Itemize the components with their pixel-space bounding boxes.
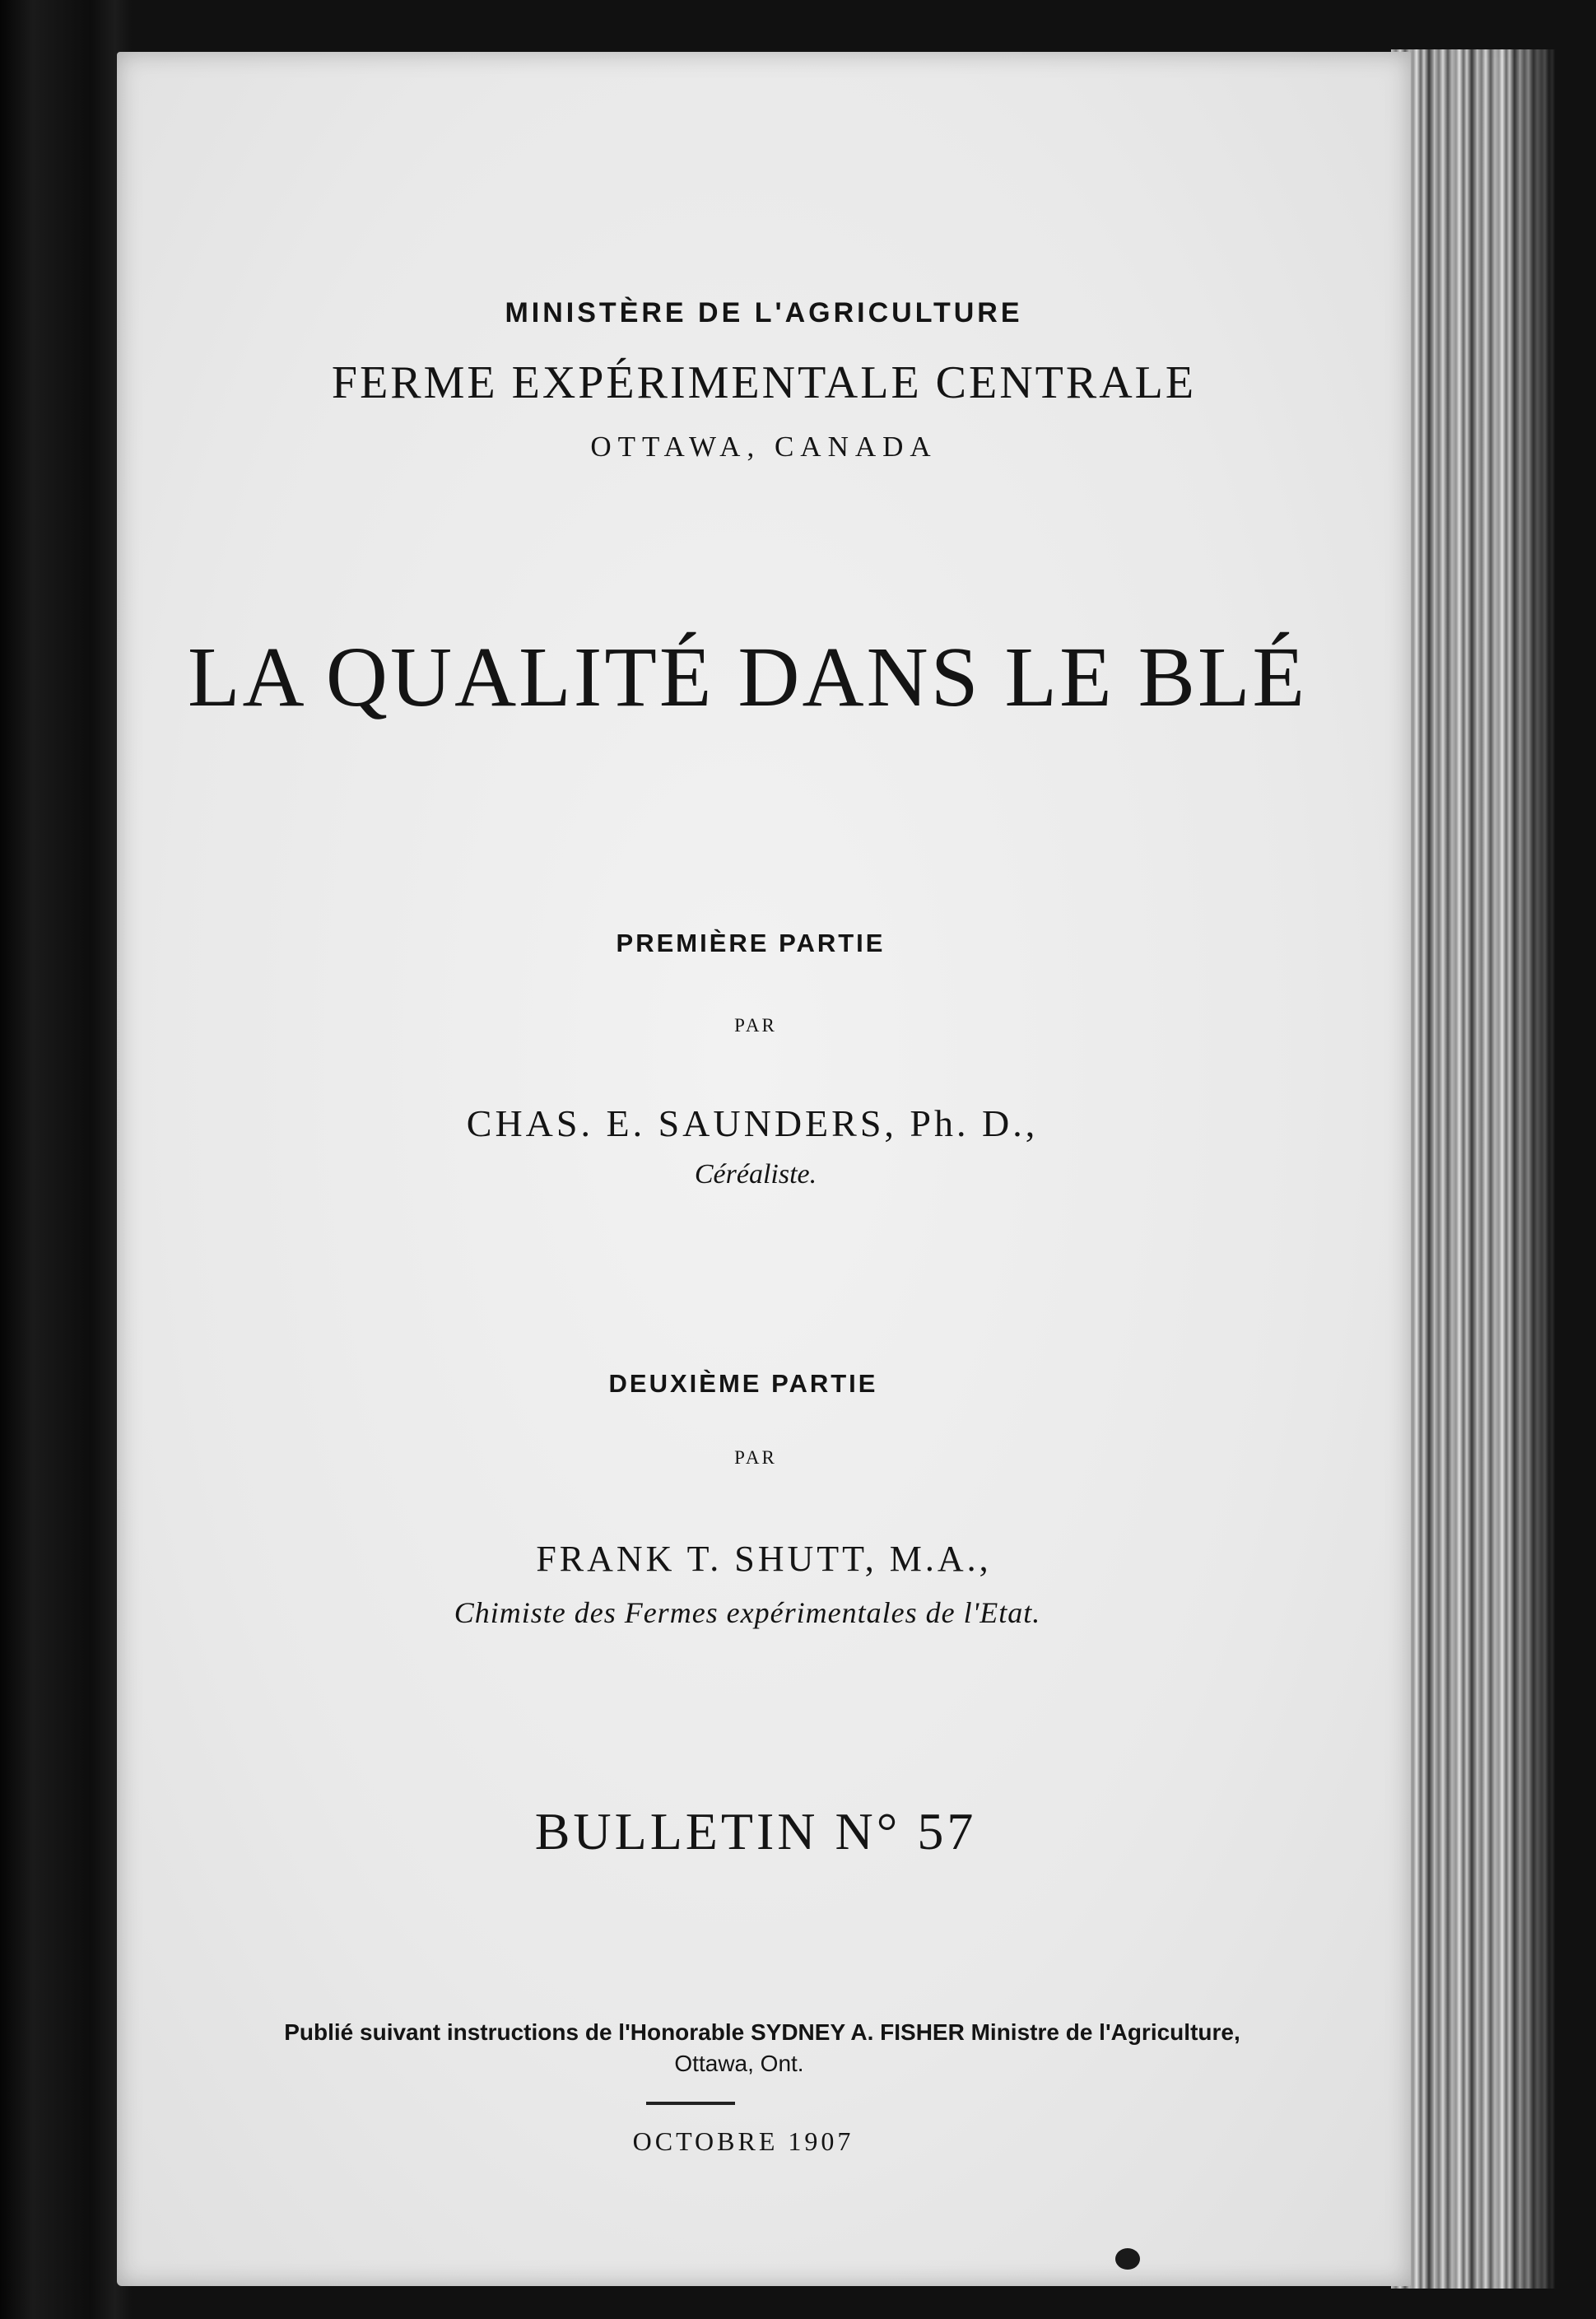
title-page <box>117 52 1411 2286</box>
part-two-heading: DEUXIÈME PARTIE <box>608 1369 878 1398</box>
divider-rule <box>646 2102 735 2105</box>
location-line: OTTAWA, CANADA <box>590 431 938 463</box>
bulletin-number: BULLETIN N° 57 <box>534 1802 977 1860</box>
part-two-author: FRANK T. SHUTT, M.A., <box>536 1539 992 1579</box>
part-one-by: PAR <box>734 1015 777 1036</box>
publisher-line: Publié suivant instructions de l'Honorable SYDNEY A. FISHER Ministre de l'Agriculture, <box>284 2019 1240 2045</box>
document-title: LA QUALITÉ DANS LE BLÉ <box>187 630 1308 724</box>
part-one-heading: PREMIÈRE PARTIE <box>616 929 886 957</box>
part-two-role: Chimiste des Fermes expérimentales de l'Etat. <box>454 1596 1041 1629</box>
part-two-by: PAR <box>734 1447 777 1468</box>
page-stack-edges <box>1391 49 1556 2289</box>
part-one-role: Céréaliste. <box>694 1159 817 1190</box>
ink-spot <box>1115 2248 1140 2270</box>
part-one-author: CHAS. E. SAUNDERS, Ph. D., <box>466 1102 1039 1144</box>
publication-date: OCTOBRE 1907 <box>632 2126 854 2156</box>
ministry-heading: MINISTÈRE DE L'AGRICULTURE <box>505 297 1023 328</box>
publisher-address: Ottawa, Ont. <box>674 2051 804 2076</box>
institution-heading: FERME EXPÉRIMENTALE CENTRALE <box>331 357 1197 408</box>
